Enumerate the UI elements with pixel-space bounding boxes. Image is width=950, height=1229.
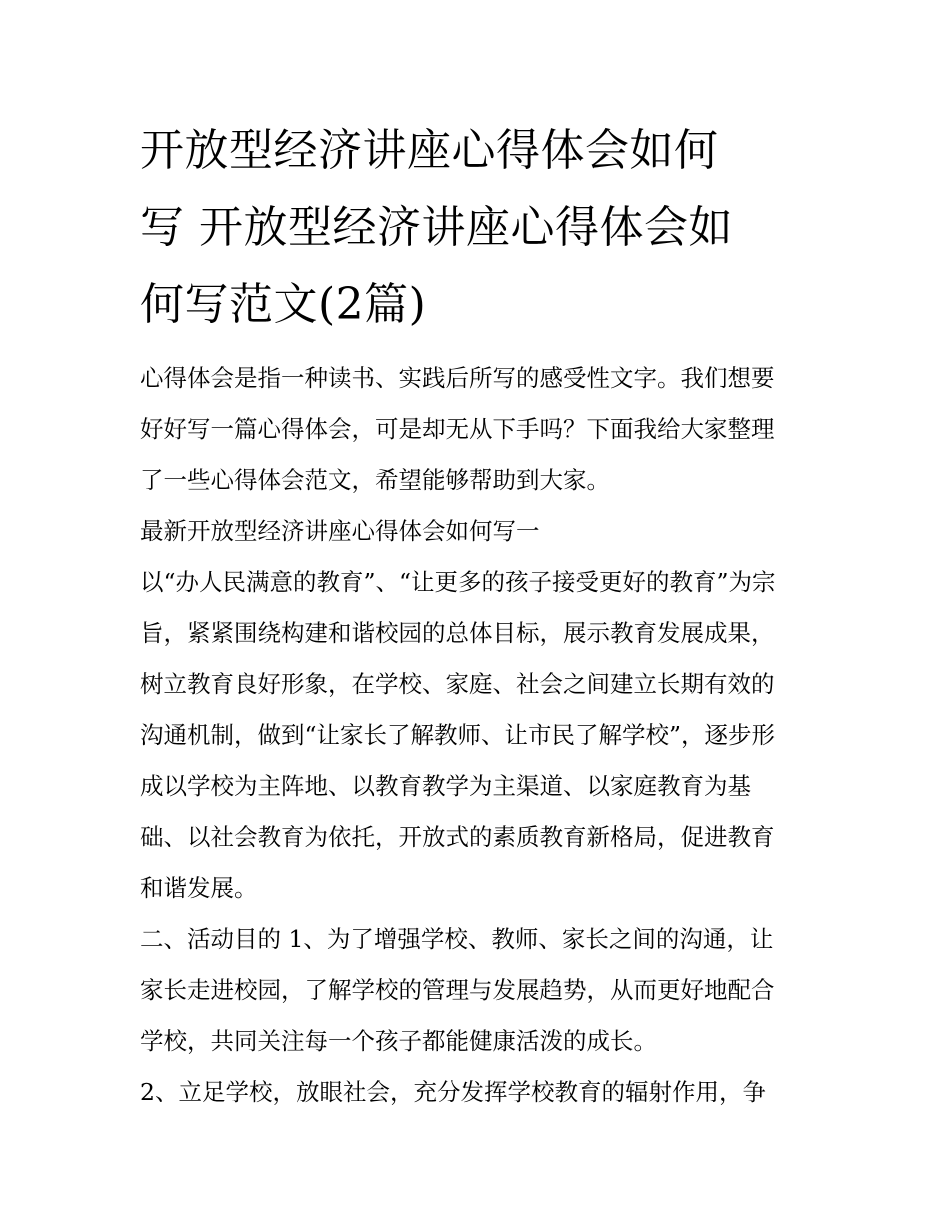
text-line: 好好写一篇心得体会，可是却无从下手吗？下面我给大家整理 — [140, 415, 775, 443]
intro-paragraph — [140, 353, 820, 506]
document-body — [140, 353, 820, 1118]
text-line: 成以学校为主阵地、以教育教学为主渠道、以家庭教育为基 — [140, 772, 751, 800]
body-paragraph — [140, 557, 820, 914]
text-line: 最新开放型经济讲座心得体会如何写一 — [140, 517, 540, 545]
text-line: 二、活动目的 1、为了增强学校、教师、家长之间的沟通，让 — [140, 925, 774, 953]
text-line: 和谐发展。 — [140, 874, 258, 902]
text-line: 了一些心得体会范文，希望能够帮助到大家。 — [140, 466, 610, 494]
text-line: 心得体会是指一种读书、实践后所写的感受性文字。我们想要 — [140, 364, 775, 392]
title-line-1: 开放型经济讲座心得体会如何 — [140, 125, 719, 176]
section-heading — [140, 506, 820, 557]
text-line: 旨，紧紧围绕构建和谐校园的总体目标，展示教育发展成果， — [140, 619, 775, 647]
body-paragraph — [140, 914, 820, 1067]
text-line: 础、以社会教育为依托，开放式的素质教育新格局，促进教育 — [140, 823, 775, 851]
text-line: 2、立足学校，放眼社会，充分发挥学校教育的辐射作用，争 — [140, 1078, 766, 1106]
text-line: 沟通机制，做到“让家长了解教师、让市民了解学校”，逐步形 — [140, 721, 776, 749]
title-line-2: 写 开放型经济讲座心得体会如 — [140, 202, 733, 253]
body-paragraph — [140, 1067, 820, 1118]
document-title — [140, 112, 820, 343]
title-line-3: 何写范文(2篇) — [140, 279, 427, 330]
text-line: 以“办人民满意的教育”、“让更多的孩子接受更好的教育”为宗 — [140, 568, 776, 596]
text-line: 家长走进校园，了解学校的管理与发展趋势，从而更好地配合 — [140, 976, 775, 1004]
text-line: 树立教育良好形象，在学校、家庭、社会之间建立长期有效的 — [140, 670, 775, 698]
document-content — [140, 112, 820, 1118]
text-line: 学校，共同关注每一个孩子都能健康活泼的成长。 — [140, 1027, 657, 1055]
